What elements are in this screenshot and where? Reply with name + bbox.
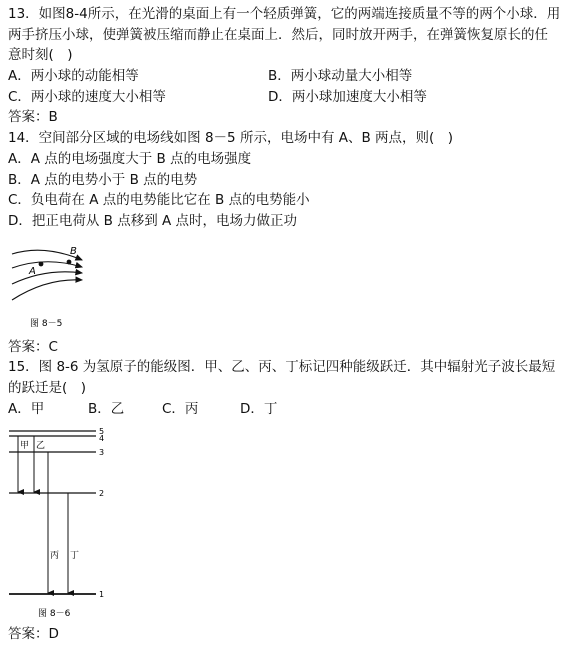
q13-stem-line1: 13．如图8-4所示，在光滑的桌面上有一个轻质弹簧，它的两端连接质量不等的两个小球．用 bbox=[8, 6, 561, 22]
field-line-2 bbox=[12, 262, 82, 268]
field-line-4 bbox=[12, 280, 82, 300]
q15-option-d: D．丁 bbox=[240, 401, 278, 417]
energy-level-5-label: 5 bbox=[99, 427, 105, 436]
transition-yi-label: 乙 bbox=[36, 441, 46, 451]
energy-level-3-label: 3 bbox=[99, 448, 105, 457]
point-b-dot bbox=[67, 260, 72, 265]
q15-option-b: B．乙 bbox=[88, 401, 125, 417]
q14-stem: 14．空间部分区域的电场线如图 8－5 所示，电场中有 A、B 两点，则( ) bbox=[8, 130, 454, 146]
q14-option-a: A．A 点的电场强度大于 B 点的电场强度 bbox=[8, 151, 252, 167]
q13-answer: 答案：B bbox=[8, 109, 58, 125]
point-a-label: A bbox=[29, 266, 36, 277]
q13-option-a: A．两小球的动能相等 bbox=[8, 68, 139, 84]
q14-option-d: D．把正电荷从 B 点移到 A 点时，电场力做正功 bbox=[8, 213, 298, 229]
q15-option-a: A．甲 bbox=[8, 401, 45, 417]
point-b-label: B bbox=[70, 246, 77, 257]
q14-answer: 答案：C bbox=[8, 339, 58, 355]
q13-option-b: B．两小球动量大小相等 bbox=[268, 68, 413, 84]
energy-level-1-label: 1 bbox=[99, 590, 105, 599]
figure-8-5-caption: 图 8－5 bbox=[30, 319, 63, 329]
q13-stem-line2: 两手挤压小球，使弹簧被压缩而静止在桌面上．然后，同时放开两手，在弹簧恢复原长的任 bbox=[8, 27, 548, 43]
q15-stem-line1: 15．图 8-6 为氢原子的能级图．甲、乙、丙、丁标记四种能级跃迁．其中辐射光子波长最短 bbox=[8, 359, 556, 375]
q13-option-d: D．两小球加速度大小相等 bbox=[268, 89, 427, 105]
energy-level-2-label: 2 bbox=[99, 489, 105, 498]
point-a-dot bbox=[39, 262, 44, 267]
energy-level-4-label: 4 bbox=[99, 434, 105, 443]
transition-bing-label: 丙 bbox=[50, 551, 60, 561]
transition-ding-label: 丁 bbox=[70, 551, 80, 561]
transition-jia-label: 甲 bbox=[20, 441, 30, 451]
q15-option-c: C．丙 bbox=[162, 401, 199, 417]
q13-option-c: C．两小球的速度大小相等 bbox=[8, 89, 166, 105]
energy-level-figure bbox=[6, 426, 116, 620]
q15-stem-line2: 的跃迁是( ) bbox=[8, 380, 87, 396]
field-line-3 bbox=[12, 272, 82, 284]
q13-stem-line3: 意时刻( ) bbox=[8, 47, 73, 63]
figure-8-6-caption: 图 8－6 bbox=[38, 609, 71, 619]
q15-answer: 答案：D bbox=[8, 626, 59, 642]
q14-option-b: B．A 点的电势小于 B 点的电势 bbox=[8, 172, 198, 188]
q14-option-c: C．负电荷在 A 点的电势能比它在 B 点的电势能小 bbox=[8, 192, 310, 208]
electric-field-figure bbox=[8, 238, 88, 334]
